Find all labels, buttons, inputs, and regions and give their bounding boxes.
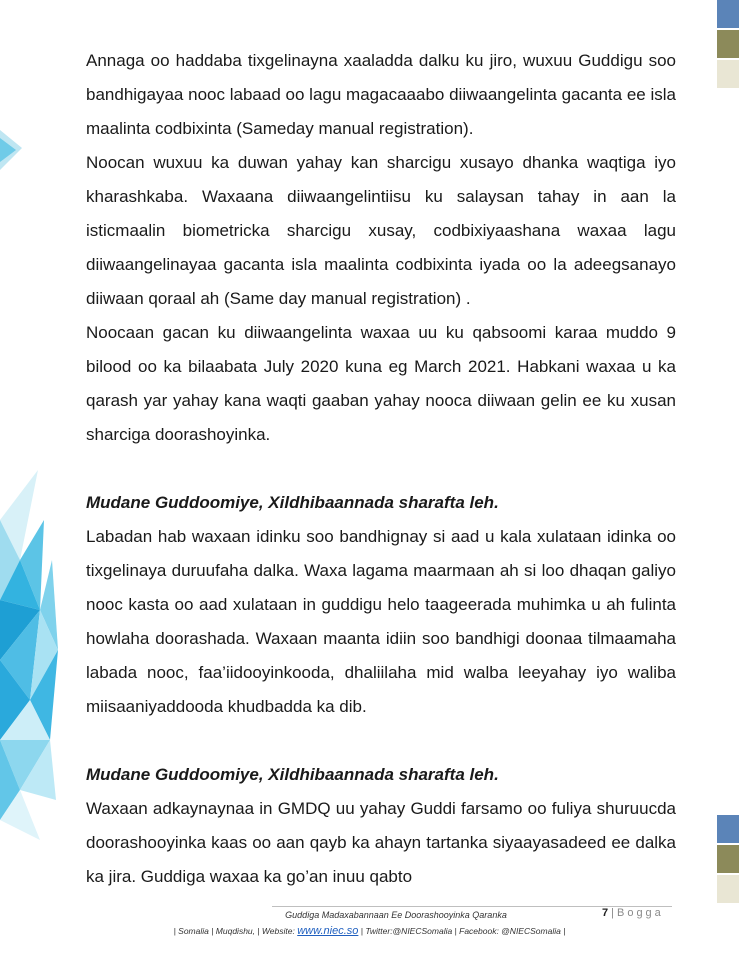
paragraph: Noocaan gacan ku diiwaangelinta waxaa uu ku qabsoomi karaa muddo 9 bilood oo ka bilaabata July 2020 kuna eg March 2021. Habkani waxaa u ka qarash yar yahay kana waqti gaaban yahay nooca diiwaan gelin ee ku xusan sharciga doorashoyinka. bbox=[86, 323, 676, 444]
paragraph-gap bbox=[86, 724, 676, 758]
section-heading: Mudane Guddoomiye, Xildhibaannada sharafta leh. bbox=[86, 765, 499, 784]
footer-social-text: | Twitter:@NIECSomalia | Facebook: @NIECSomalia | bbox=[360, 926, 566, 936]
page-separator: | bbox=[611, 907, 615, 919]
page-number bbox=[602, 907, 664, 919]
footer-contact-line bbox=[0, 925, 739, 937]
document-body bbox=[86, 44, 676, 894]
section-heading: Mudane Guddoomiye, Xildhibaannada sharafta leh. bbox=[86, 493, 499, 512]
website-link[interactable]: www.niec.so bbox=[297, 925, 359, 937]
paragraph: Noocan wuxuu ka duwan yahay kan sharcigu xusayo dhanka waqtiga iyo kharashkaba. Waxaana diiwaangelintiisu ku salaysan tahay in aan la isticmaalin biometricka sharcigu xusay, codbixiyaashana waxaa lagu diiwaangelinayaa gacanta isla maalinta codbixinta iyada oo la adeegsanayo diiwaan qoraal ah (Same day manual registration) . bbox=[86, 153, 676, 308]
side-color-tabs bbox=[717, 0, 739, 960]
page-number-value: 7 bbox=[602, 907, 610, 919]
paragraph: Annaga oo haddaba tixgelinayna xaaladda dalku ku jiro, wuxuu Guddigu soo bandhigayaa nooc labaad oo lagu magacaaabo diiwaangelinta gacanta ee isla maalinta codbixinta (Sameday manual registration). bbox=[86, 51, 676, 138]
paragraph-gap bbox=[86, 452, 676, 486]
paragraph: Waxaan adkaynaynaa in GMDQ uu yahay Guddi farsamo oo fuliya shuruucda doorashooyinka kaas oo aan qayb ka ahayn tartanka siyaayasadeed ee dalka ka jira. Guddiga waxaa ka go’an inuu qabto bbox=[86, 799, 676, 886]
footer-title: Guddiga Madaxabannaan Ee Doorashooyinka Qaranka bbox=[285, 910, 507, 920]
paragraph: Labadan hab waxaan idinku soo bandhignay si aad u kala xulataan idinka oo tixgelinaya duruufaha dalka. Waxa lagama maarmaan ah si loo dhaqan galiyo nooc kasta oo aad xulataan in guddigu helo taageerada muhimka u ah fulinta howlaha doorashada. Waxaan maanta idiin soo bandhigi doonaa tilmaamaha labada nooc, faa’iidooyinkooda, dhaliilaha mid walba leeyahay iyo waliba miisaaniyaddooda khudbadda ka dib. bbox=[86, 527, 676, 716]
footer-location-text: | Somalia | Muqdishu, | Website: bbox=[173, 926, 295, 936]
page-label: Bogga bbox=[616, 907, 664, 919]
decorative-crystal-graphic bbox=[0, 0, 60, 960]
